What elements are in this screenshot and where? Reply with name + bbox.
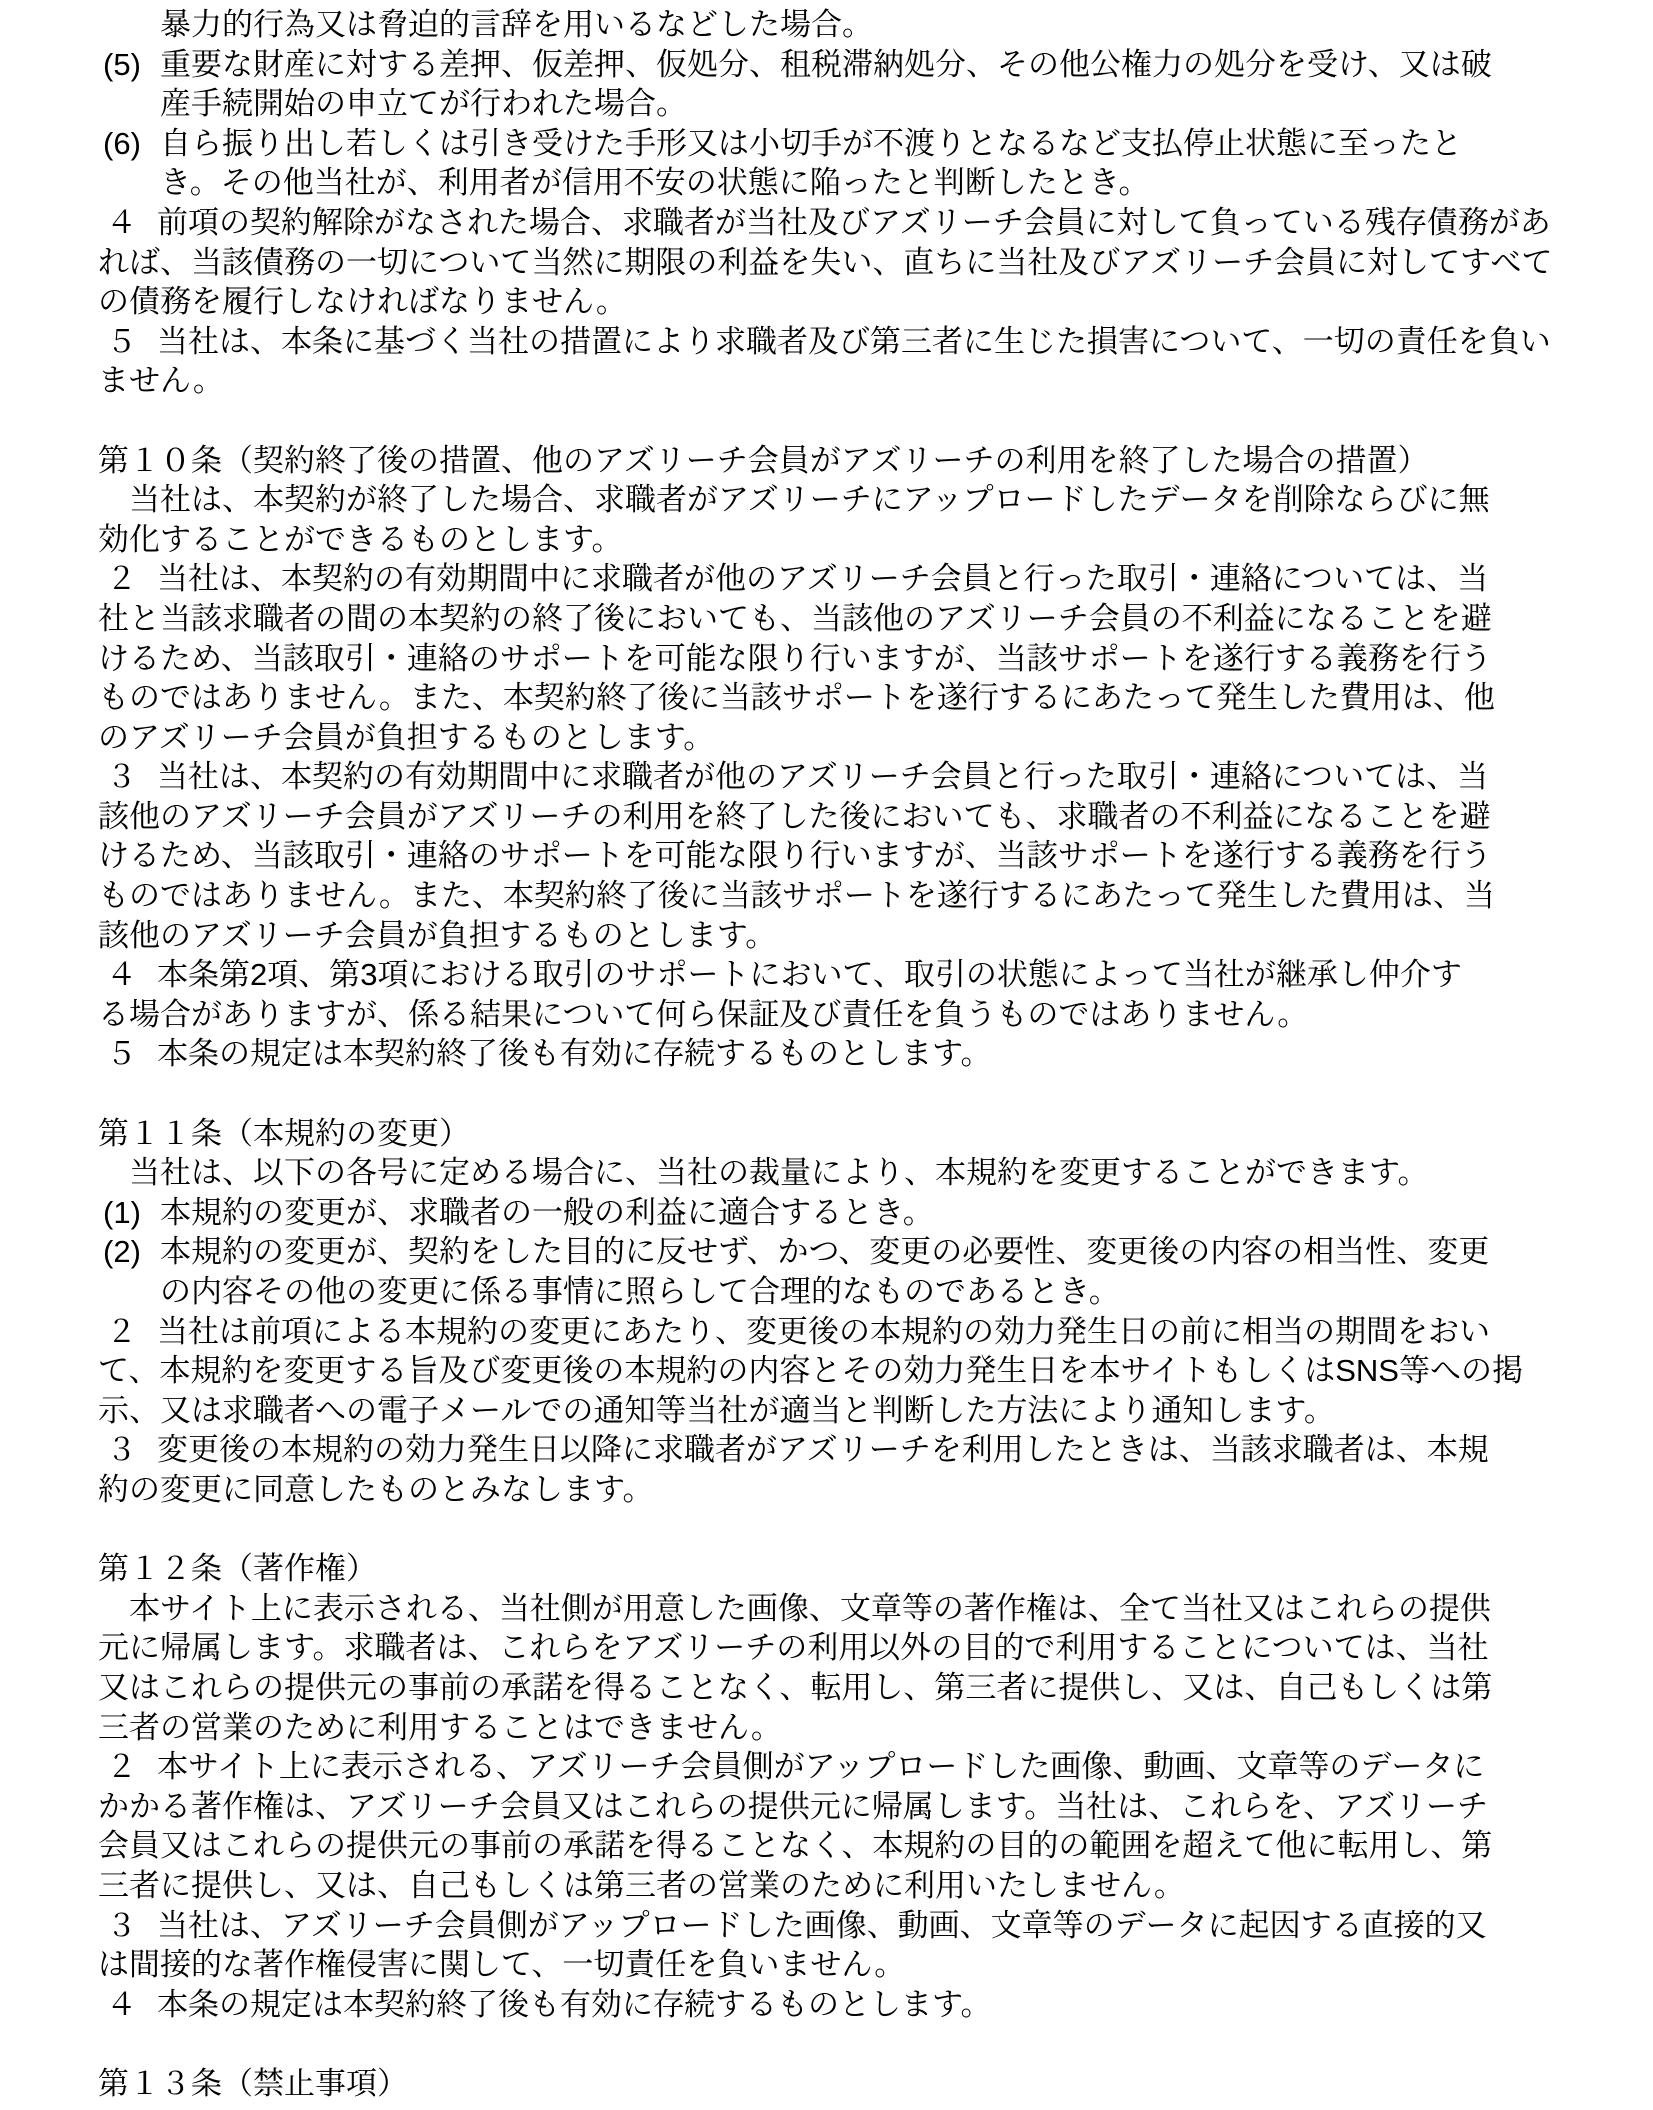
text-line: ５ 本条の規定は本契約終了後も有効に存続するものとします。 xyxy=(98,1034,1653,1074)
list-item xyxy=(98,1232,1653,1311)
text-line: ません。 xyxy=(98,363,224,399)
text-line: 元に帰属します。求職者は、これらをアズリーチの利用以外の目的で利用することについては、当社 xyxy=(98,1630,1489,1666)
text-line: 社と当該求職者の間の本契約の終了後においても、当該他のアズリーチ会員の不利益になることを避 xyxy=(98,600,1492,636)
text-line: 第１１条（本規約の変更） xyxy=(98,1115,470,1151)
clause-paragraph xyxy=(98,1906,1653,1985)
clause-number: ４ xyxy=(106,957,137,993)
text-line: ５ 当社は、本条に基づく当社の措置により求職者及び第三者に生じた損害について、一切の責任を負い xyxy=(98,322,1653,362)
text-line: けるため、当該取引・連絡のサポートを可能な限り行いますが、当該サポートを遂行する義務を行う xyxy=(98,838,1492,874)
text-line: (5) 重要な財産に対する差押、仮差押、仮処分、租税滞納処分、その他公権力の処分を受け、又は破 xyxy=(98,45,1653,85)
text-line: 三者の営業のために利用することはできません。 xyxy=(98,1709,782,1745)
text-line: ３ 当社は、本契約の有効期間中に求職者が他のアズリーチ会員と行った取引・連絡については、当 xyxy=(98,757,1653,797)
text-line: の内容その他の変更に係る事情に照らして合理的なものであるとき。 xyxy=(160,1274,1120,1309)
text-line: 第１０条（契約終了後の措置、他のアズリーチ会員がアズリーチの利用を終了した場合の措置） xyxy=(98,442,1429,478)
clause-paragraph xyxy=(98,955,1653,1034)
list-marker: (2) xyxy=(103,1234,141,1270)
text-line: ４ 前項の契約解除がなされた場合、求職者が当社及びアズリーチ会員に対して負っている残存債務があ xyxy=(98,203,1653,243)
text-line: 産手続開始の申立てが行われた場合。 xyxy=(160,86,687,122)
text-line: 当社は、本契約が終了した場合、求職者がアズリーチにアップロードしたデータを削除ならびに無 xyxy=(98,482,1490,518)
text-line: 第１２条（著作権） xyxy=(98,1551,377,1587)
text-line: ものではありません。また、本契約終了後に当該サポートを遂行するにあたって発生した費用は、当 xyxy=(98,878,1495,914)
clause-number: ３ xyxy=(106,1432,137,1468)
clause-number: ２ xyxy=(106,561,137,597)
list-marker: (6) xyxy=(103,125,141,161)
text-line: 示、又は求職者への電子メールでの通知等当社が適当と判断した方法により通知します。 xyxy=(98,1392,1335,1428)
body-paragraph xyxy=(98,480,1653,559)
text-line: ２ 本サイト上に表示される、アズリーチ会員側がアップロードした画像、動画、文章等のデータに xyxy=(98,1747,1653,1787)
text-line: る場合がありますが、係る結果について何ら保証及び責任を負うものではありません。 xyxy=(98,996,1309,1032)
list-marker: (1) xyxy=(103,1194,141,1230)
article-heading xyxy=(98,441,1653,481)
list-item-continuation xyxy=(98,5,1653,45)
text-line: ２ 当社は前項による本規約の変更にあたり、変更後の本規約の効力発生日の前に相当の期間をおい xyxy=(98,1312,1653,1352)
clause-paragraph xyxy=(98,1430,1653,1509)
text-line: れば、当該債務の一切について当然に期限の利益を失い、直ちに当社及びアズリーチ会員に対してすべて xyxy=(98,244,1553,280)
text-line: 該他のアズリーチ会員が負担するものとします。 xyxy=(98,917,777,953)
text-line: 約の変更に同意したものとみなします。 xyxy=(98,1471,654,1507)
text-line: 暴力的行為又は脅迫的言辞を用いるなどした場合。 xyxy=(160,7,873,42)
text-line: ４ 本条第2項、第3項における取引のサポートにおいて、取引の状態によって当社が継承し仲介す xyxy=(98,955,1653,995)
clause-paragraph xyxy=(98,1312,1653,1431)
clause-number: ４ xyxy=(106,1986,137,2022)
text-line: 効化することができるものとします。 xyxy=(98,521,623,557)
body-paragraph xyxy=(98,1153,1653,1193)
clause-paragraph xyxy=(98,322,1653,401)
text-line: (1) 本規約の変更が、求職者の一般の利益に適合するとき。 xyxy=(98,1193,1653,1233)
text-line: 当社は、以下の各号に定める場合に、当社の裁量により、本規約を変更することができます。 xyxy=(98,1155,1429,1191)
text-line: ものではありません。また、本契約終了後に当該サポートを遂行するにあたって発生した費用は、他 xyxy=(98,680,1495,716)
list-item xyxy=(98,124,1653,203)
clause-number: ２ xyxy=(106,1749,137,1785)
text-line: て、本規約を変更する旨及び変更後の本規約の内容とその効力発生日を本サイトもしくはSNS等への掲 xyxy=(98,1353,1523,1389)
clause-paragraph xyxy=(98,1034,1653,1074)
text-line: のアズリーチ会員が負担するものとします。 xyxy=(98,719,715,755)
clause-paragraph xyxy=(98,559,1653,757)
clause-number: ２ xyxy=(106,1313,137,1349)
text-line: ３ 変更後の本規約の効力発生日以降に求職者がアズリーチを利用したときは、当該求職者は、本規 xyxy=(98,1430,1653,1470)
text-line: ４ 本条の規定は本契約終了後も有効に存続するものとします。 xyxy=(98,1985,1653,2025)
article-heading xyxy=(98,1114,1653,1154)
article-heading xyxy=(98,1549,1653,1589)
text-line: は間接的な著作権侵害に関して、一切責任を負いません。 xyxy=(98,1947,906,1983)
text-line: き。その他当社が、利用者が信用不安の状態に陥ったと判断したとき。 xyxy=(160,165,1150,201)
clause-paragraph xyxy=(98,1985,1653,2025)
list-item xyxy=(98,1193,1653,1233)
text-line: 三者に提供し、又は、自己もしくは第三者の営業のために利用いたしません。 xyxy=(98,1867,1185,1903)
clause-paragraph xyxy=(98,1747,1653,1905)
text-line: (2) 本規約の変更が、契約をした目的に反せず、かつ、変更の必要性、変更後の内容の相当性、変更 xyxy=(98,1232,1653,1272)
clause-paragraph xyxy=(98,203,1653,322)
text-line: 第１３条（禁止事項） xyxy=(98,2065,408,2101)
text-line: ３ 当社は、アズリーチ会員側がアップロードした画像、動画、文章等のデータに起因する直接的又 xyxy=(98,1906,1653,1946)
clause-number: ５ xyxy=(106,323,137,359)
clause-number: ５ xyxy=(106,1036,137,1072)
blank-line xyxy=(98,1074,1653,1114)
text-line: の債務を履行しなければなりません。 xyxy=(98,284,627,320)
clause-number: ３ xyxy=(106,1907,137,1943)
blank-line xyxy=(98,401,1653,441)
blank-line xyxy=(98,2024,1653,2064)
text-line: 会員又はこれらの提供元の事前の承諾を得ることなく、本規約の目的の範囲を超えて他に転用し、第 xyxy=(98,1828,1493,1864)
text-line: 本サイト上に表示される、当社側が用意した画像、文章等の著作権は、全て当社又はこれらの提供 xyxy=(98,1590,1491,1626)
text-line: 又はこれらの提供元の事前の承諾を得ることなく、転用し、第三者に提供し、又は、自己もしくは第 xyxy=(98,1669,1493,1705)
list-marker: (5) xyxy=(103,46,141,82)
text-line: 該他のアズリーチ会員がアズリーチの利用を終了した後においても、求職者の不利益になることを避 xyxy=(98,798,1491,834)
clause-paragraph xyxy=(98,757,1653,955)
text-line: (6) 自ら振り出し若しくは引き受けた手形又は小切手が不渡りとなるなど支払停止状態に至ったと xyxy=(98,124,1653,164)
text-line: ２ 当社は、本契約の有効期間中に求職者が他のアズリーチ会員と行った取引・連絡については、当 xyxy=(98,559,1653,599)
body-paragraph xyxy=(98,1589,1653,1747)
article-heading xyxy=(98,2064,1653,2104)
blank-line xyxy=(98,1510,1653,1550)
text-line: けるため、当該取引・連絡のサポートを可能な限り行いますが、当該サポートを遂行する義務を行う xyxy=(98,640,1492,676)
list-item xyxy=(98,45,1653,124)
clause-number: ４ xyxy=(106,204,137,240)
clause-number: ３ xyxy=(106,759,137,795)
text-line: かかる著作権は、アズリーチ会員又はこれらの提供元に帰属します。当社は、これらを、アズリーチ xyxy=(98,1788,1489,1824)
